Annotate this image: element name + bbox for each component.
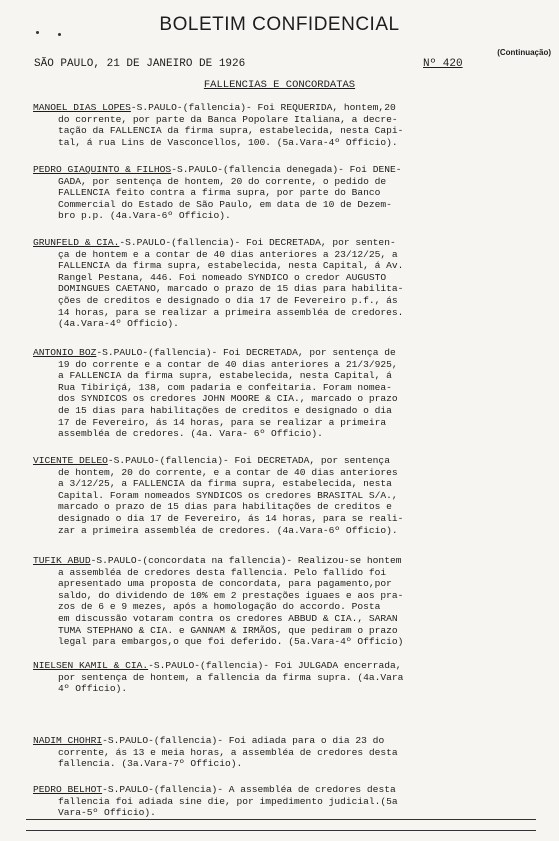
dateline: SÃO PAULO, 21 DE JANEIRO DE 1926	[34, 58, 246, 70]
entry-line	[33, 455, 530, 467]
entry-text: -S.PAULO-(fallencia denegada)- Foi DENE-	[171, 164, 402, 175]
entry-firm-name: MANOEL DIAS LOPES	[33, 102, 131, 113]
entry-line: zos de 6 e 9 mezes, após a homologação do accordo. Posta	[58, 601, 381, 613]
entry	[33, 784, 530, 819]
entry-line: a 3/12/25, a FALLENCIA da firma supra, estabelecida, nesta	[58, 478, 392, 490]
entry-line: assembléa de credores. (4a. Vara- 6º Officio).	[58, 428, 323, 440]
entry-text: -S.PAULO-(concordata na fallencia)- Realizou-se hontem	[90, 555, 402, 566]
entry-line: designado o dia 17 de Fevereiro, ás 14 horas, para se reali-	[58, 512, 404, 524]
entry-line	[33, 347, 530, 359]
entry-firm-name: TUFIK ABUD	[33, 555, 91, 566]
entry-firm-name: VICENTE DELEO	[33, 455, 108, 466]
entry-line: legal para embargos,o que foi deferido. (5a.Vara-4º Officio)	[58, 636, 404, 648]
entry	[33, 102, 530, 148]
entry-text: -S.PAULO-(fallencia)- A assembléa de credores desta	[102, 784, 396, 795]
entry-line: DOMINGUES CAETANO, marcado o prazo de 15 dias para habilita-	[58, 283, 404, 295]
entry	[33, 164, 530, 222]
entry-firm-name: NADIM CHOHRI	[33, 735, 103, 746]
entry-line	[33, 102, 530, 114]
entry-line	[33, 735, 530, 747]
entry-text: -S.PAULO-(fallencia)- Foi adiada para o dia 23 do	[102, 735, 385, 746]
entry-line: Commercial do Estado de São Paulo, em data de 10 de Dezem-	[58, 198, 392, 210]
entry-line: apresentado uma proposta de concordata, para pagamento,por	[58, 578, 392, 590]
entry-line: GADA, por sentença de hontem, 20 do corrente, o pedido de	[58, 175, 387, 187]
entry-text: -S.PAULO-(fallencia)- Foi DECRETADA, por sentença	[107, 455, 390, 466]
entry-line: fallencia foi adiada sine die, por impedimento judicial.(5a	[58, 795, 398, 807]
entry-line: tação da FALLENCIA da firma supra, estabelecida, nesta Capi-	[58, 125, 404, 137]
entry-line: Rangel Pestana, 446. Foi nomeado SYNDICO o credor AUGUSTO	[58, 271, 387, 283]
entry-line: Vara-5º Officio).	[58, 807, 156, 819]
entry-line: tal, á rua Lins de Vasconcellos, 100. (5a.Vara-4º Officio).	[58, 136, 398, 148]
bottom-rule	[26, 830, 536, 831]
entry-line: TUMA STEPHANO & CIA. e GANNAM & IRMÃOS, que pediram o prazo	[58, 624, 398, 636]
entry-line: (4a.Vara-4º Officio).	[58, 318, 179, 330]
entry-line: a assembléa de credores desta fallencia. Pelo fallido foi	[58, 566, 387, 578]
entry-line	[33, 555, 530, 567]
entry-line: 19 do corrente e a contar de 40 dias anteriores a 21/3/925,	[58, 358, 398, 370]
entry-firm-name: GRUNFELD & CIA.	[33, 237, 120, 248]
entry	[33, 660, 530, 695]
entry-line: de hontem, 20 do corrente, e a contar de 40 dias anteriores	[58, 466, 398, 478]
entry-line: ça de hontem e a contar de 40 dias anteriores a 23/12/25, a	[58, 248, 398, 260]
entry-firm-name: NIELSEN KAMIL & CIA.	[33, 660, 149, 671]
entry	[33, 735, 530, 770]
entry-line: em discussão votaram contra os credores ABBUD & CIA., SARAN	[58, 612, 398, 624]
entry-line	[33, 660, 530, 672]
entry-line: marcado o prazo de 15 dias para habilitações de creditos e	[58, 501, 392, 513]
entry-line: de 15 dias para habilitações de creditos e designado o dia	[58, 404, 392, 416]
bulletin-title: BOLETIM CONFIDENCIAL	[159, 14, 400, 35]
entry-line: por sentença de hontem, a fallencia da firma supra. (4a.Vara	[58, 671, 404, 683]
entry-line: a FALLENCIA da firma supra, estabelecida, nesta Capital, á	[58, 370, 392, 382]
entry-line: fallencia. (3a.Vara-7º Officio).	[58, 758, 243, 770]
entry	[33, 237, 530, 330]
entry	[33, 347, 530, 440]
continuation-label: (Continuação)	[497, 48, 551, 57]
entry-line: Rua Tibiriçá, 138, com padaria e confeitaria. Foram nomea-	[58, 381, 392, 393]
entry-line: do corrente, por parte da Banca Popolare Italiana, a decre-	[58, 113, 398, 125]
entry-line: 17 de Fevereiro, ás 14 horas, para se realizar a primeira	[58, 416, 387, 428]
entry-text: -S.PAULO-(fallencia)- Foi DECRETADA, por senten-	[119, 237, 396, 248]
entry-line	[33, 784, 530, 796]
entry-line: zar a primeira assembléa de credores. (4a.Vara-6º Officio).	[58, 524, 398, 536]
entry-line: Capital. Foram nomeados SYNDICOS os credores BRASITAL S/A.,	[58, 489, 398, 501]
entry-line: 4º Officio).	[58, 683, 128, 695]
entry-text: -S.PAULO-(fallencia)- Foi JULGADA encerrada,	[148, 660, 402, 671]
entry-line	[33, 164, 530, 176]
entry-line: bro p.p. (4a.Vara-6º Officio).	[58, 210, 231, 222]
entry-line: saldo, do dividendo de 10% em 2 prestações iguaes e aos pra-	[58, 589, 404, 601]
entry-firm-name: PEDRO BELHOT	[33, 784, 103, 795]
entry-line: FALLENCIA da firma supra, estabelecida, nesta Capital, á Av.	[58, 260, 404, 272]
section-heading-text: FALLENCIAS E CONCORDATAS	[203, 79, 356, 91]
entry-firm-name: ANTONIO BOZ	[33, 347, 97, 358]
bottom-rule	[26, 819, 536, 820]
entry-firm-name: PEDRO GIAQUINTO & FILHOS	[33, 164, 172, 175]
entry-line: dos SYNDICOS os credores JOHN MOORE & CIA., marcado o prazo	[58, 393, 398, 405]
section-heading	[0, 79, 559, 91]
bulletin-number: Nº 420	[423, 58, 463, 70]
entry-line	[33, 237, 530, 249]
entry-line: ções de creditos e designado o dia 17 de Fevereiro p.f., ás	[58, 294, 398, 306]
entry-text: -S.PAULO-(fallencia)- Foi REQUERIDA, hontem,20	[130, 102, 396, 113]
entry-line: corrente, ás 13 e meia horas, a assembléa de credores desta	[58, 746, 398, 758]
entry-line: 14 horas, para se realizar a primeira assembléa de credores.	[58, 306, 404, 318]
entry	[33, 555, 530, 648]
entry-text: -S.PAULO-(fallencia)- Foi DECRETADA, por sentença de	[96, 347, 396, 358]
entry-line: FALLENCIA feito contra a firma supra, por parte do Banco	[58, 187, 381, 199]
entry	[33, 455, 530, 536]
